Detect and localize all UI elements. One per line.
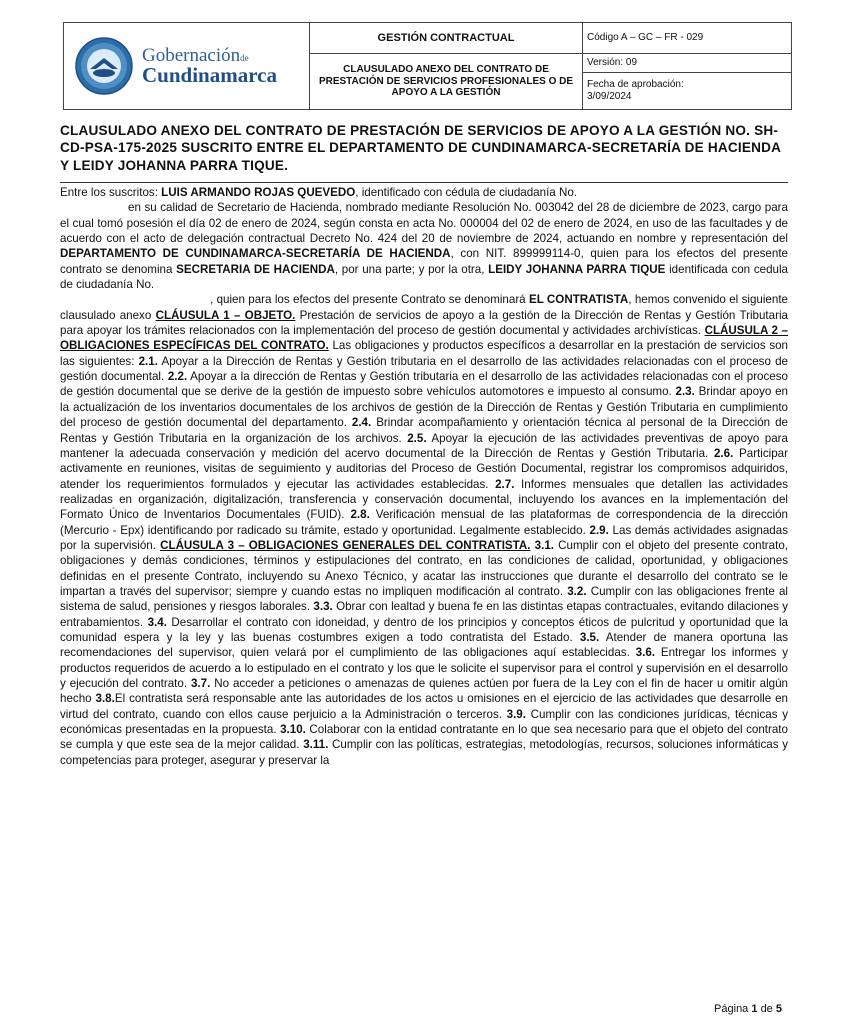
logo-cell [64, 23, 310, 110]
item-text: Participar activamente en reuniones, visitas de seguimiento y auditorias del Proceso de Gestión Documental, registrar los compromisos adquiridos, atender los requerimientos formulados y ejecutar las actividades establecidas. [60, 446, 788, 491]
item-text: Brindar acompañamiento y orientación técnica al personal de la Dirección de Rentas y Gestión Tributaria en la organización de los archivos. [60, 416, 788, 445]
header-approval-label: Fecha de aprobación: [587, 79, 684, 91]
header-version: Versión: 09 [583, 54, 792, 73]
item-text: Cumplir con el objeto del presente contrato, obligaciones y demás condiciones, términos y estipulaciones del contrato, en las condiciones de calidad, oportunidad, y obligaciones definidas en el presente Contrato, incluyendo su Anexo Técnico, y acatar las instrucciones que durante el desarrollo del contrato se le impartan a través del supervisor; siempre y cuando estas no impliquen modificación al contrato. [60, 538, 789, 598]
item-text: Apoyar a la dirección de Rentas y Gestión tributaria en el desarrollo de las actividades relacionadas con el proceso de gestión documental que se derive de la gestión de impuesto sobre vehículos automotores e impuesto al consumo. [60, 370, 788, 399]
item-text: Cumplir con las políticas, estrategias, metodologías, recursos, soluciones informáticas y competencias para proteger, asegurar y preservar la [60, 738, 789, 767]
item-number: 2.2. [167, 370, 188, 384]
item-text: Brindar apoyo en la actualización de los inventarios documentales de los archivos de gestión de la Dirección de Rentas y Gestión Tributaria en cumplimiento del proceso de gestión documental del departamento. [60, 385, 788, 430]
body-intro: Entre los suscritos: [60, 186, 162, 199]
item-text: Apoyar a la Dirección de Rentas y Gestión tributaria en el desarrollo de las actividades relacionadas con el proceso de gestión documental. [60, 354, 788, 384]
department-name: DEPARTAMENTO DE CUNDINAMARCA-SECRETARÍA DE HACIENDA [60, 247, 451, 261]
item-number: 3.2. [567, 584, 587, 598]
item-number: 3.8. [95, 692, 115, 706]
item-number: 3.4. [147, 615, 167, 629]
item-number: 3.6. [635, 646, 656, 660]
body-text-segment: , por una parte; y por la otra, [334, 262, 489, 276]
item-number: 2.4. [351, 416, 372, 430]
governorate-logo [64, 36, 309, 96]
body-text-segment: en su calidad de Secretario de Hacienda, nombrado mediante Resolución No. 003042 del 28 de diciembre de 2023, cargo para el cual tomó posesión el día 02 de enero de 2024, según consta en acta No. 000004 del 02 de enero de 2024, en uso de las facultades y de acuerdo con el acto de delegación contractual Decreto No. 424 del 20 de noviembre de 2024, actuando en nombre y representación del [60, 201, 788, 246]
item-text: Verificación mensual de las plataformas de correspondencia de la dirección (Mercurio - Epx) identificando por radicado su trámite, estado y oportunidad. Legalmente establecido. [60, 508, 789, 537]
item-text: No acceder a peticiones o amenazas de quienes actúen por fuera de la Ley con el fin de hacer u omitir algún hecho [60, 677, 788, 706]
contractor-name: LEIDY JOHANNA PARRA TIQUE [488, 262, 666, 276]
item-text: Desarrollar el contrato con idoneidad, y dentro de los principios y conceptos éticos de pulcritud y oportunidad que la comunidad espera y la ley y las buenas costumbres exigen a todo contratista del Estado. [60, 615, 788, 644]
clause-1-heading: CLÁUSULA 1 – OBJETO. [155, 308, 296, 322]
item-number: 3.10. [280, 723, 306, 737]
document-title: CLAUSULADO ANEXO DEL CONTRATO DE PRESTACIÓN DE SERVICIOS DE APOYO A LA GESTIÓN NO. SH-CD-PSA-175-2025 SUSCRITO ENTRE EL DEPARTAMENTO DE CUNDINAMARCA-SECRETARÍA DE HACIENDA Y LEIDY JOHANNA PARRA TIQUE. [60, 123, 781, 173]
item-text: El contratista será responsable ante las autoridades de los actos u omisiones en el ejercicio de las actividades que desarrolle en virtud del contrato, cuando con ellos cause perjuicio a la Administración o terceros. [60, 692, 789, 721]
body-text-segment: , hemos convenido el siguiente clausulado anexo [60, 293, 788, 322]
title-divider [60, 182, 788, 183]
header-section-name: GESTIÓN CONTRACTUAL [310, 23, 583, 54]
document-header-table [63, 22, 792, 110]
contract-body-text [60, 185, 788, 768]
page-total: 5 [775, 1003, 782, 1015]
clause-2-heading: CLÁUSULA 2 – OBLIGACIONES ESPECÍFICAS DEL CONTRATO. [60, 324, 789, 353]
secretary-name: LUIS ARMANDO ROJAS QUEVEDO [161, 186, 356, 199]
header-document-code: Código A – GC – FR - 029 [583, 23, 792, 54]
item-text: Cumplir con las condiciones jurídicas, técnicas y económicas presentadas en la propuesta. [60, 707, 788, 737]
item-text: Colaborar con la entidad contratante en lo que sea necesario para que el objeto del contrato se cumpla y que este sea de la mejor calidad. [60, 723, 788, 752]
header-approval-date-cell [583, 73, 792, 110]
item-number: 3.9. [506, 707, 526, 721]
item-text: Informes mensuales que detallen las actividades realizadas en organización, digitalización, transferencia y conservación documental, incluyendo los avances en la implementación del Formato Único de Inventarios Documentales (FUID). [60, 477, 788, 522]
item-number: 2.8. [350, 508, 370, 522]
clause-1-text: Prestación de servicios de apoyo a la gestión de la Dirección de Rentas y Gestión Tributaria para apoyar los trámites relacionados con la implementación del proceso de gestión documental y actividades archivísticas. [60, 308, 788, 338]
body-text-segment: , quien para los efectos del presente Contrato se denominará [210, 293, 529, 307]
cundinamarca-emblem-icon [74, 36, 134, 96]
page-current: 1 [751, 1003, 758, 1015]
page-of: de [760, 1003, 773, 1015]
logo-de-text: de [240, 53, 249, 63]
item-text: Obrar con lealtad y buena fe en las distintas etapas contractuales, evitando dilaciones y entrabamientos. [60, 600, 789, 629]
clause-2-intro: Las obligaciones y productos específicos a desarrollar en la prestación de servicios son las siguientes: [60, 339, 789, 368]
secretaria-designation: SECRETARIA DE HACIENDA [176, 262, 335, 276]
page-label: Página [714, 1003, 749, 1015]
contractor-designation: EL CONTRATISTA [528, 293, 629, 307]
logo-cundinamarca-text: Cundinamarca [142, 63, 277, 87]
item-number: 2.9. [589, 523, 609, 537]
item-text: Cumplir con las obligaciones frente al sistema de salud, pensiones y riesgos laborales. [60, 584, 788, 614]
page-number [714, 1003, 782, 1015]
item-number: 2.5. [407, 431, 427, 445]
logo-gobernacion-text: Gobernación [142, 45, 241, 66]
header-approval-date: 3/09/2024 [587, 91, 632, 103]
item-number: 3.1. [534, 538, 554, 552]
item-text: Entregar los informes y productos requeridos de acuerdo a lo estipulado en el contrato y los que le solicite el supervisor para el control y supervisión en el desarrollo y ejecución del contrato. [60, 646, 788, 690]
item-number: 2.1. [138, 354, 158, 368]
item-number: 2.6. [713, 446, 734, 460]
header-document-type: CLAUSULADO ANEXO DEL CONTRATO DE PRESTACIÓN DE SERVICIOS PROFESIONALES O DE APOYO A LA GESTIÓN [310, 54, 583, 110]
body-text-segment: , identificado con cédula de ciudadanía No. [355, 186, 578, 199]
item-text: Apoyar la ejecución de las actividades preventivas de apoyo para mantener la adecuada conservación y medición del acervo documental de la Dirección de Rentas y Gestión Tributaria. [60, 431, 788, 460]
item-number: 2.3. [675, 385, 695, 399]
item-number: 3.11. [303, 738, 329, 752]
body-text-segment: identificada con cedula de ciudadanía No. [60, 262, 788, 292]
item-number: 3.3. [313, 600, 333, 614]
item-number: 2.7. [495, 477, 515, 491]
item-number: 3.5. [579, 630, 600, 644]
item-number: 3.7. [190, 677, 211, 690]
clause-3-heading: CLÁUSULA 3 – OBLIGACIONES GENERALES DEL CONTRATISTA. [160, 538, 531, 552]
item-text: Atender de manera oportuna las recomendaciones del supervisor, quien velará por el cumplimiento de las obligaciones aquí establecidas. [60, 630, 788, 660]
item-text: Las demás actividades asignadas por la supervisión. [60, 523, 788, 552]
body-text-segment: , con NIT. 899999114-0, quien para los efectos del presente contrato se denomina [60, 247, 789, 276]
